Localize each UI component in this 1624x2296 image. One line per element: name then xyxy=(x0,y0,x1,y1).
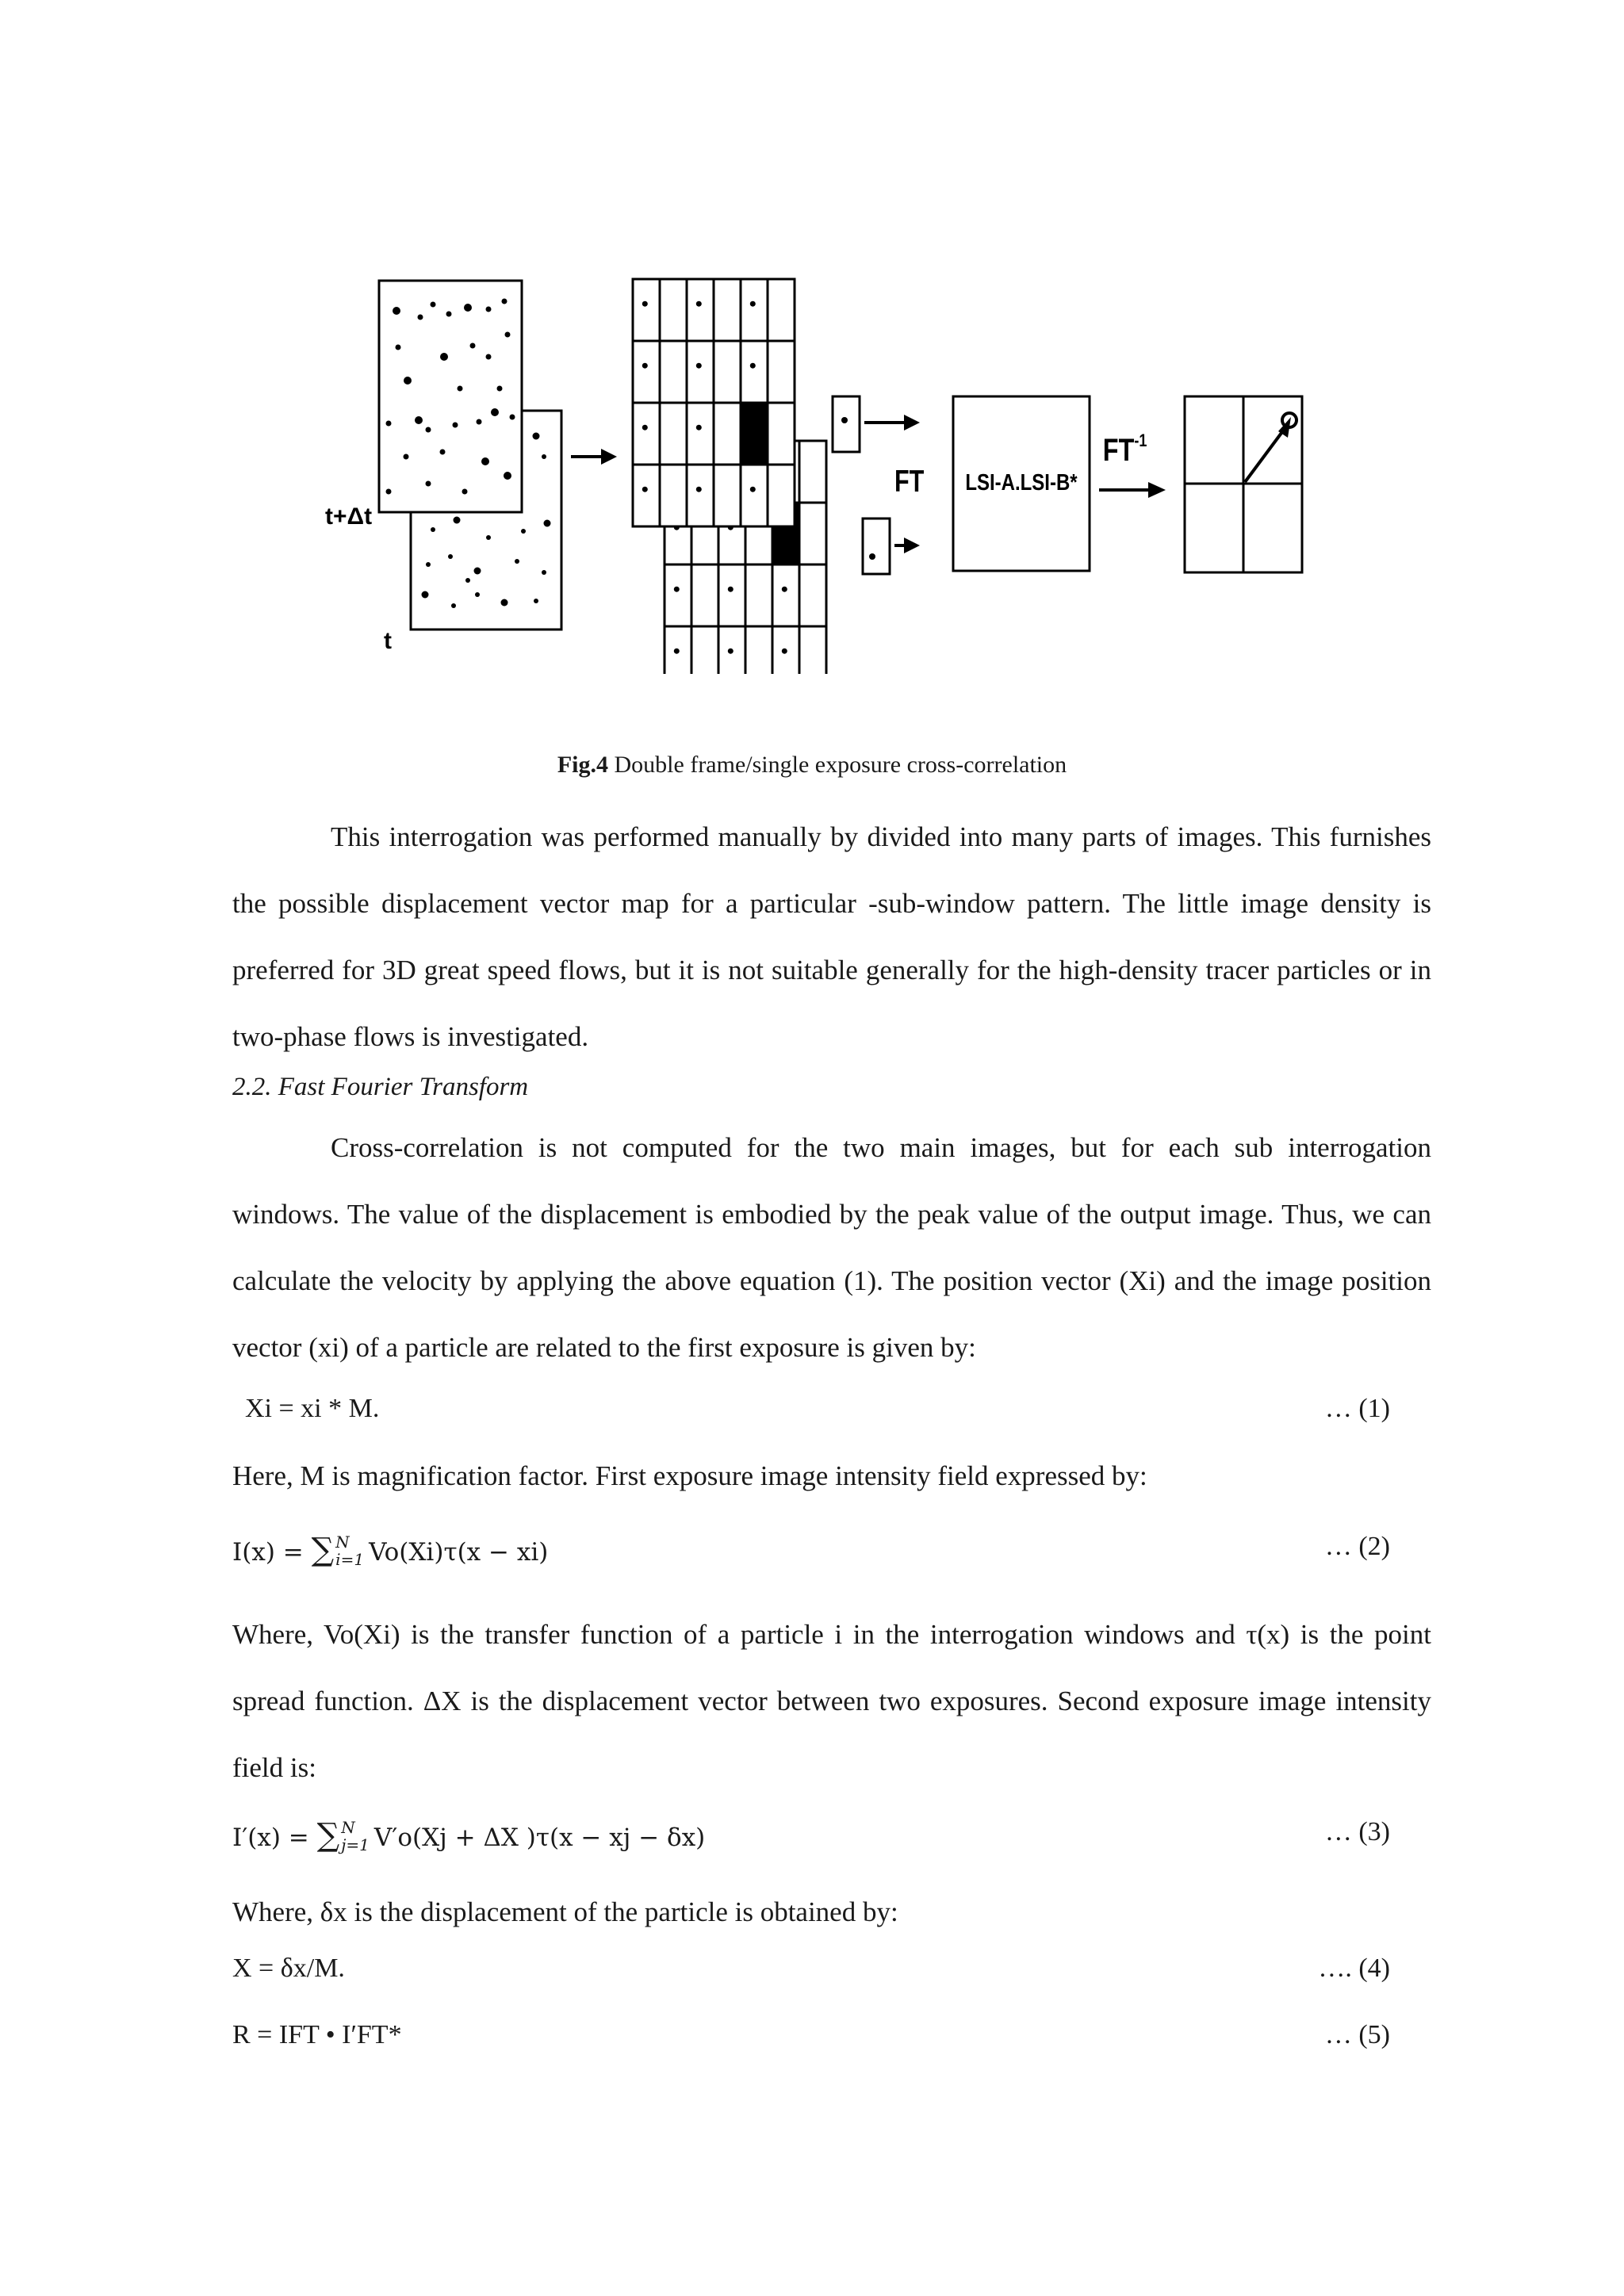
particle xyxy=(501,599,508,607)
label-ft: FT xyxy=(894,464,925,499)
grid-cell xyxy=(633,341,660,403)
particle xyxy=(418,315,423,320)
particle xyxy=(454,517,461,524)
particle xyxy=(422,591,429,599)
particle xyxy=(431,302,436,308)
grid-cell xyxy=(799,626,826,674)
grid-cell xyxy=(714,465,741,526)
equation-2-number: … (2) xyxy=(1324,1532,1390,1561)
grid-cell xyxy=(660,465,687,526)
label-t-dt: t+Δt xyxy=(325,503,373,530)
grid-cell xyxy=(633,403,660,465)
particle xyxy=(728,587,733,592)
grid-cell xyxy=(745,564,772,626)
particle xyxy=(477,419,482,425)
grid-cell xyxy=(741,403,768,465)
particle xyxy=(515,559,519,564)
grid-cell xyxy=(687,341,714,403)
particle xyxy=(491,408,499,416)
particle xyxy=(534,599,538,603)
figure-caption xyxy=(0,752,1624,779)
equation-1-text: Xi = xi * M. xyxy=(245,1394,380,1423)
particle xyxy=(544,520,551,527)
equation-1-number: … (1) xyxy=(1324,1394,1390,1423)
particle xyxy=(510,415,515,420)
particle xyxy=(446,312,452,317)
grid-cell xyxy=(687,465,714,526)
equation-3-upper: N xyxy=(341,1817,355,1837)
particle xyxy=(642,487,648,492)
particle xyxy=(542,570,546,575)
equation-5 xyxy=(232,2020,1390,2060)
particle xyxy=(386,489,392,495)
particle xyxy=(386,421,392,427)
grid-cell xyxy=(687,403,714,465)
label-box: LSI-A.LSI-B* xyxy=(965,469,1078,496)
grid-cell xyxy=(799,503,826,564)
grid-cell xyxy=(660,403,687,465)
grid-cell xyxy=(768,341,795,403)
equation-5-text: R = IFT • I′FT* xyxy=(232,2020,402,2049)
particle xyxy=(642,301,648,307)
particle xyxy=(415,416,423,424)
particle xyxy=(453,423,458,428)
sub-window-b xyxy=(863,519,890,574)
particle xyxy=(481,457,489,465)
grid-cell xyxy=(633,279,660,341)
equation-5-number: … (5) xyxy=(1324,2020,1390,2049)
grid-cell xyxy=(691,626,718,674)
particle xyxy=(642,363,648,369)
equation-3-sum: ∑ xyxy=(316,1817,340,1854)
particle xyxy=(396,345,401,350)
figure-label: Fig.4 xyxy=(557,752,609,778)
particle xyxy=(486,354,492,360)
particle xyxy=(674,587,680,592)
grid-cell xyxy=(768,279,795,341)
grid-cell xyxy=(714,403,741,465)
particle xyxy=(750,363,756,369)
particle xyxy=(440,353,448,361)
interrogation-grid-t-dt xyxy=(633,279,795,526)
particle xyxy=(440,450,446,455)
equation-2-upper: N xyxy=(335,1532,350,1552)
sub-window-a xyxy=(833,396,860,452)
paragraph-interrogation: This interrogation was performed manually by divided into many parts of images. This furnishes the possible displacement vector map for a particular -sub-window pattern. The little image density is preferred for 3D great speed flows, but it is not suitable generally for the high-density tracer particles or in two-phase flows is investigated. xyxy=(232,821,1431,1052)
grid-cell xyxy=(718,564,745,626)
equation-2-rhs: Vo(Xi)τ(x − xi) xyxy=(369,1538,549,1567)
grid-cell xyxy=(714,279,741,341)
particle xyxy=(504,472,511,480)
particle xyxy=(728,649,733,654)
particle xyxy=(782,649,787,654)
particle xyxy=(750,301,756,307)
particle xyxy=(696,425,702,430)
grid-cell xyxy=(768,465,795,526)
particle xyxy=(502,299,508,304)
arrow-frames-to-grid xyxy=(571,449,617,465)
equation-2-lhs: I(x) = xyxy=(232,1538,312,1567)
grid-cell xyxy=(741,279,768,341)
particle xyxy=(475,592,480,597)
figure-caption-text: Double frame/single exposure cross-correlation xyxy=(608,752,1067,778)
particle xyxy=(696,363,702,369)
grid-cell xyxy=(768,403,795,465)
particle xyxy=(497,386,503,392)
paragraph-magnification: Here, M is magnification factor. First exposure image intensity field expressed by: xyxy=(232,1460,1147,1491)
particle xyxy=(521,529,526,534)
grid-cell xyxy=(687,279,714,341)
grid-cell xyxy=(660,341,687,403)
cross-correlation-figure xyxy=(309,262,1324,674)
particle xyxy=(431,527,435,532)
equation-1 xyxy=(232,1394,1390,1433)
equation-4-text: X = δx/M. xyxy=(232,1954,345,1983)
particle xyxy=(426,427,431,433)
particle xyxy=(674,649,680,654)
label-t: t xyxy=(384,628,392,654)
particle xyxy=(750,487,756,492)
particle xyxy=(426,481,431,487)
grid-cell xyxy=(691,564,718,626)
particle xyxy=(458,386,463,392)
grid-cell xyxy=(745,626,772,674)
grid-cell xyxy=(741,465,768,526)
grid-cell xyxy=(714,341,741,403)
grid-cell xyxy=(741,341,768,403)
equation-3-number: … (3) xyxy=(1324,1817,1390,1846)
label-ift: $FT^{-1}$ xyxy=(1102,431,1147,468)
particle xyxy=(486,307,492,312)
particle xyxy=(465,578,470,583)
equation-4-number: …. (4) xyxy=(1318,1954,1390,1983)
particle xyxy=(486,535,491,540)
paragraph-transfer-function: Where, Vo(Xi) is the transfer function of a particle i in the interrogation windows and τ(x) is the point spread function. ΔX is the displacement vector between two exposures. Second exposure image intensity field is: xyxy=(232,1619,1431,1783)
particle xyxy=(642,425,648,430)
particle xyxy=(470,343,476,349)
grid-cell xyxy=(799,564,826,626)
grid-cell xyxy=(665,564,691,626)
particle xyxy=(542,454,546,459)
equation-2-lower: i=1 xyxy=(335,1549,365,1569)
grid-cell xyxy=(799,441,826,503)
equation-2 xyxy=(232,1532,1390,1571)
equation-3-lhs: I′(x) = xyxy=(232,1823,317,1852)
particle xyxy=(393,307,400,315)
equation-3-lower: j=1 xyxy=(341,1835,370,1854)
grid-cell xyxy=(660,279,687,341)
paragraph-particle-displacement: Where, δx is the displacement of the particle is obtained by: xyxy=(232,1896,898,1927)
particle xyxy=(404,454,409,460)
section-heading: 2.2. Fast Fourier Transform xyxy=(232,1073,529,1101)
particle xyxy=(464,304,472,312)
particle xyxy=(505,332,511,338)
particle xyxy=(462,489,468,495)
grid-cell xyxy=(633,465,660,526)
particle xyxy=(451,603,456,608)
particle xyxy=(533,433,540,440)
particle xyxy=(474,568,481,575)
particle xyxy=(448,554,453,559)
particle xyxy=(426,562,431,567)
grid-cell xyxy=(772,564,799,626)
particle xyxy=(404,377,412,385)
equation-3 xyxy=(232,1817,1390,1857)
particle xyxy=(696,487,702,492)
particle xyxy=(782,587,787,592)
equation-3-rhs: V′o(Xj + ΔX )τ(x − xj − δx) xyxy=(373,1823,706,1852)
paragraph-fft: Cross-correlation is not computed for the two main images, but for each sub interrogation windows. The value of the displacement is embodied by the peak value of the output image. Thus, we can calculate the velocity by applying the above equation (1). The position vector (Xi) and the image position vector (xi) of a particle are related to the first exposure is given by: xyxy=(232,1132,1431,1363)
particle xyxy=(696,301,702,307)
equation-4 xyxy=(232,1954,1390,1993)
equation-2-sum: ∑ xyxy=(311,1532,335,1568)
